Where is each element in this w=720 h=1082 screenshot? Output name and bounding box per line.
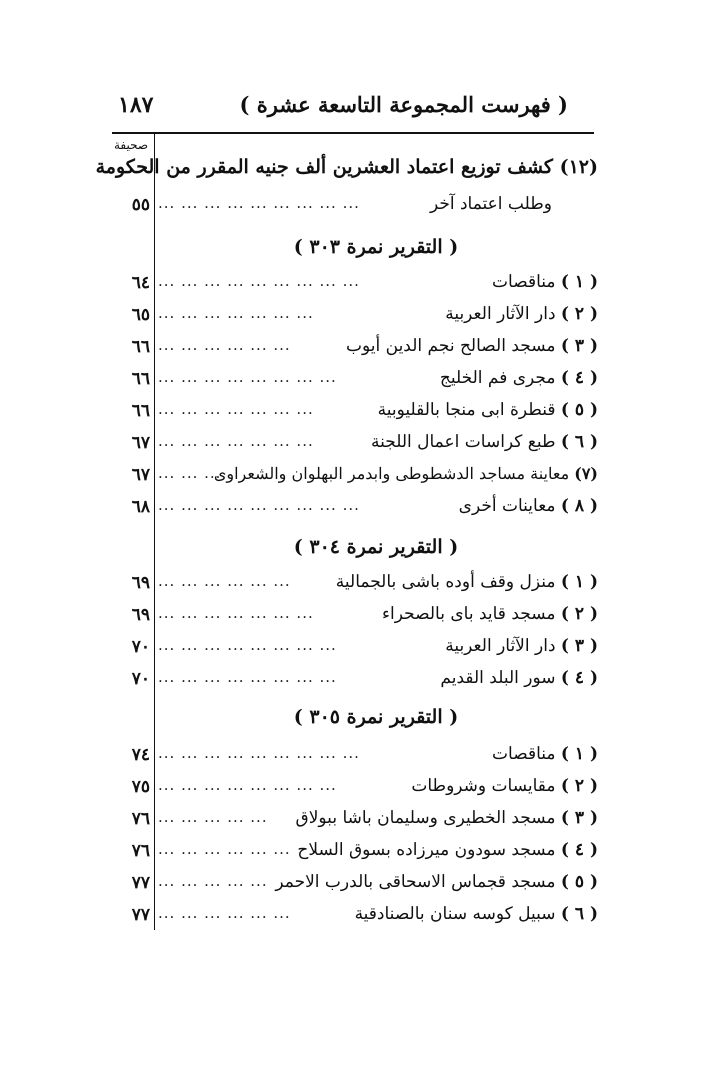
toc-entry-text: [297, 840, 598, 860]
toc-entry-number: ( ٣ ): [560, 336, 598, 356]
toc-entry: [114, 494, 598, 522]
intro-entry-line1: [96, 156, 598, 178]
toc-entry: [114, 398, 598, 426]
toc-entry-text: [440, 368, 598, 388]
toc-entry-dots: ... ... ... ... ... ... ... ... ...: [158, 496, 360, 514]
toc-entry: [114, 666, 598, 694]
toc-entry-number: ( ٦ ): [560, 904, 598, 924]
toc-entry: [114, 838, 598, 866]
toc-entry-page: ٧٧: [131, 873, 150, 893]
toc-entry: [114, 870, 598, 898]
toc-entry-page: ٦٦: [131, 337, 150, 357]
toc-entry-text: [371, 432, 598, 452]
toc-entry-number: ( ١ ): [560, 744, 598, 764]
toc-entry-label: منزل وقف أوده باشى بالجمالية: [335, 572, 556, 592]
header-rule: [112, 132, 594, 134]
toc-entry-dots: ... ... ... ... ...: [158, 808, 268, 826]
toc-entry-dots: ... ... ... ... ... ... ...: [158, 604, 314, 622]
intro-entry-dots: ... ... ... ... ... ... ... ... ...: [158, 194, 360, 212]
toc-entry-number: ( ٢ ): [560, 604, 598, 624]
toc-entry-number: ( ٥ ): [560, 400, 598, 420]
toc-entry-number: ( ٤ ): [560, 668, 598, 688]
section-heading-303: ( التقرير نمرة ٣٠٣ ): [293, 236, 459, 258]
toc-entry-label: دار الآثار العربية: [445, 636, 556, 656]
page-number: ١٨٧: [118, 92, 154, 118]
toc-entry-label: قنطرة ابى منجا بالقليوبية: [377, 400, 556, 420]
toc-entry-number: ( ٦ ): [560, 432, 598, 452]
toc-entry-dots: ... ... ... ... ... ... ... ... ...: [158, 272, 360, 290]
toc-entry: [114, 302, 598, 330]
toc-entry-text: [346, 336, 598, 356]
toc-entry-text: [492, 744, 598, 764]
toc-entry: [114, 806, 598, 834]
running-head: [118, 92, 588, 128]
section-heading-304: ( التقرير نمرة ٣٠٤ ): [293, 536, 459, 558]
toc-entry-label: سور البلد القديم: [440, 668, 556, 688]
toc-entry-label: مسجد قايد باى بالصحراء: [382, 604, 556, 624]
toc-entry-page: ٧٥: [131, 777, 150, 797]
toc-entry-dots: ... ... ... ... ... ... ...: [158, 400, 314, 418]
toc-entry-number: ( ٤ ): [560, 368, 598, 388]
toc-entry-page: ٦٧: [131, 433, 150, 453]
toc-entry-text: [445, 304, 598, 324]
toc-entry-label: طبع كراسات اعمال اللجنة: [370, 432, 556, 452]
toc-entry-page: ٦٥: [131, 305, 150, 325]
toc-entry-number: ( ٥ ): [560, 872, 598, 892]
toc-entry-label: مسجد قجماس الاسحاقى بالدرب الاحمر: [275, 872, 556, 892]
toc-entry-dots: ... ... ... ... ... ... ... ...: [158, 776, 337, 794]
toc-entry-number: ( ٢ ): [560, 304, 598, 324]
toc-entry-dots: ... ... ...: [158, 464, 222, 482]
toc-entry-page: ٦٩: [131, 573, 150, 593]
toc-entry-label: مناقصات: [492, 272, 556, 292]
toc-entry-text: [459, 496, 598, 516]
toc-entry-page: ٧٧: [131, 905, 150, 925]
toc-entry: [114, 774, 598, 802]
intro-entry-line2: [114, 192, 598, 220]
toc-entry-dots: ... ... ... ... ... ... ... ...: [158, 668, 337, 686]
toc-entry-number: ( ٢ ): [560, 776, 598, 796]
header-title: ( فهرست المجموعة التاسعة عشرة ): [239, 92, 568, 117]
toc-entry-number: (٧): [574, 464, 598, 483]
toc-entry: [114, 366, 598, 394]
toc-entry: [114, 270, 598, 298]
toc-entry: [114, 602, 598, 630]
intro-entry-number: (١٢): [559, 156, 598, 178]
intro-entry-page: ٥٥: [131, 195, 150, 215]
toc-entry-text: [355, 904, 598, 924]
toc-entry-page: ٦٦: [131, 369, 150, 389]
toc-entry-label: مسجد الصالح نجم الدين أيوب: [345, 336, 556, 356]
toc-entry-label: مقايسات وشروطات: [411, 776, 556, 796]
toc-entry-text: [445, 636, 598, 656]
toc-entry-label: مجرى فم الخليج: [439, 368, 556, 388]
toc-entry-text: [411, 776, 598, 796]
toc-entry-label: دار الآثار العربية: [445, 304, 556, 324]
toc-entry-dots: ... ... ... ... ... ... ... ... ...: [158, 744, 360, 762]
toc-entry-text: [275, 872, 598, 892]
toc-entry-dots: ... ... ... ... ...: [158, 872, 268, 890]
toc-entry-page: ٧٤: [131, 745, 150, 765]
toc-entry-text: [440, 668, 598, 688]
toc-entry: [114, 570, 598, 598]
toc-entry-text: [214, 464, 598, 483]
toc-entry: [114, 430, 598, 458]
toc-entry: [114, 462, 598, 490]
toc-entry: [114, 742, 598, 770]
toc-entry-label: معاينات أخرى: [458, 496, 556, 516]
toc-entry-number: ( ٨ ): [560, 496, 598, 516]
toc-entry-page: ٧٦: [131, 809, 150, 829]
toc-entry-text: [336, 572, 598, 592]
toc-entry-text: [492, 272, 598, 292]
section-heading-305: ( التقرير نمرة ٣٠٥ ): [293, 706, 459, 728]
toc-entry-page: ٧٦: [131, 841, 150, 861]
toc-entry: [114, 334, 598, 362]
toc-entry-dots: ... ... ... ... ... ... ... ...: [158, 368, 337, 386]
intro-entry-text: كشف توزيع اعتماد العشرين ألف جنيه المقرر من الحكومة: [95, 156, 553, 178]
toc-entry-dots: ... ... ... ... ... ...: [158, 572, 291, 590]
toc-entry-label: مناقصات: [492, 744, 556, 764]
toc-entry-label: مسجد الخطيرى وسليمان باشا ببولاق: [295, 808, 556, 828]
toc-entry-dots: ... ... ... ... ... ...: [158, 904, 291, 922]
toc-entry: [114, 902, 598, 930]
toc-entry-dots: ... ... ... ... ... ... ...: [158, 304, 314, 322]
toc-entry-page: ٧٠: [131, 637, 150, 657]
toc-entry-label: معاينة مساجد الدشطوطى وابدمر البهلوان والشعراوى: [213, 464, 570, 483]
toc-entry-text: [378, 400, 598, 420]
toc-entry-page: ٦٧: [131, 465, 150, 485]
toc-entry-page: ٦٨: [131, 497, 150, 517]
toc-entry-dots: ... ... ... ... ... ...: [158, 840, 291, 858]
toc-entry-page: ٧٠: [131, 669, 150, 689]
toc-entry-dots: ... ... ... ... ... ... ... ...: [158, 636, 337, 654]
toc-entry-number: ( ٤ ): [560, 840, 598, 860]
intro-entry-text-2: وطلب اعتماد آخر: [429, 194, 552, 214]
toc-entry-page: ٦٤: [131, 273, 150, 293]
toc-entry-page: ٦٩: [131, 605, 150, 625]
toc-entry-dots: ... ... ... ... ... ...: [158, 336, 291, 354]
toc-entry-label: مسجد سودون ميرزاده بسوق السلاح: [297, 840, 556, 860]
toc-entry-number: ( ١ ): [560, 272, 598, 292]
toc-entry-label: سبيل كوسه سنان بالصنادقية: [354, 904, 556, 924]
toc-entry-number: ( ١ ): [560, 572, 598, 592]
toc-entry-number: ( ٣ ): [560, 808, 598, 828]
toc-entry-number: ( ٣ ): [560, 636, 598, 656]
toc-entry-text: [296, 808, 598, 828]
toc-entry-text: [382, 604, 598, 624]
toc-entry: [114, 634, 598, 662]
toc-entry-page: ٦٦: [131, 401, 150, 421]
toc-entry-dots: ... ... ... ... ... ... ...: [158, 432, 314, 450]
page-column-label: صحيفة: [114, 138, 149, 152]
